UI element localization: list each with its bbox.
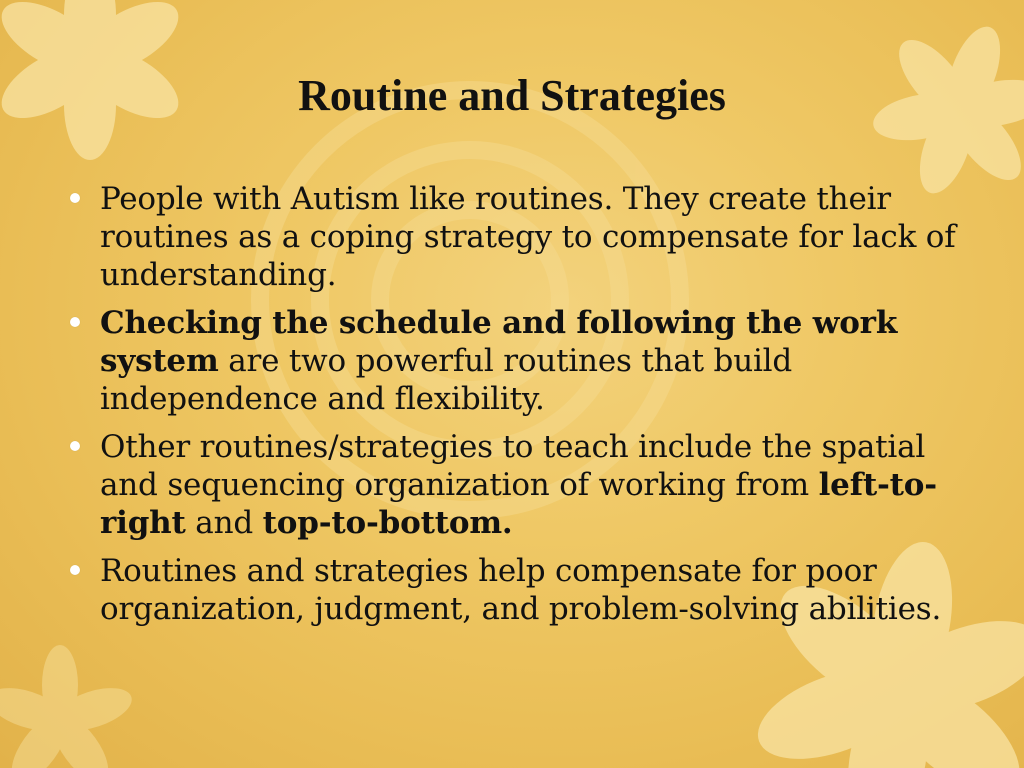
bullet-text-run: People with Autism like routines. They create their routines as a coping strategy to compensate for lack of understanding. — [100, 181, 956, 293]
bullet-text-run: Routines and strategies help compensate for poor organization, judgment, and problem-solving abilities. — [100, 553, 942, 627]
bullet-dot-icon — [70, 193, 80, 203]
bullet-text-bold: Checking the schedule and following the work system — [100, 305, 898, 379]
bullet-text-run: and — [185, 505, 263, 541]
bullet-item — [70, 428, 970, 542]
bullet-text-bold: left-to-right — [100, 467, 937, 541]
bullet-dot-icon — [70, 441, 80, 451]
bullet-item — [70, 304, 970, 418]
bullet-text — [100, 429, 937, 541]
bullet-text — [100, 553, 941, 627]
bullet-text-run: Other routines/strategies to teach include the spatial and sequencing organization of working from — [100, 429, 926, 503]
bullet-text — [100, 181, 956, 293]
bullet-list — [70, 180, 970, 638]
bullet-item — [70, 180, 970, 294]
page-title: Routine and Strategies — [298, 71, 726, 120]
bullet-dot-icon — [70, 565, 80, 575]
bullet-text — [100, 305, 897, 417]
bullet-dot-icon — [70, 317, 80, 327]
bullet-text-run: are two powerful routines that build independence and flexibility. — [100, 343, 793, 417]
bullet-item — [70, 552, 970, 628]
bullet-text-bold: top-to-bottom. — [262, 505, 513, 541]
